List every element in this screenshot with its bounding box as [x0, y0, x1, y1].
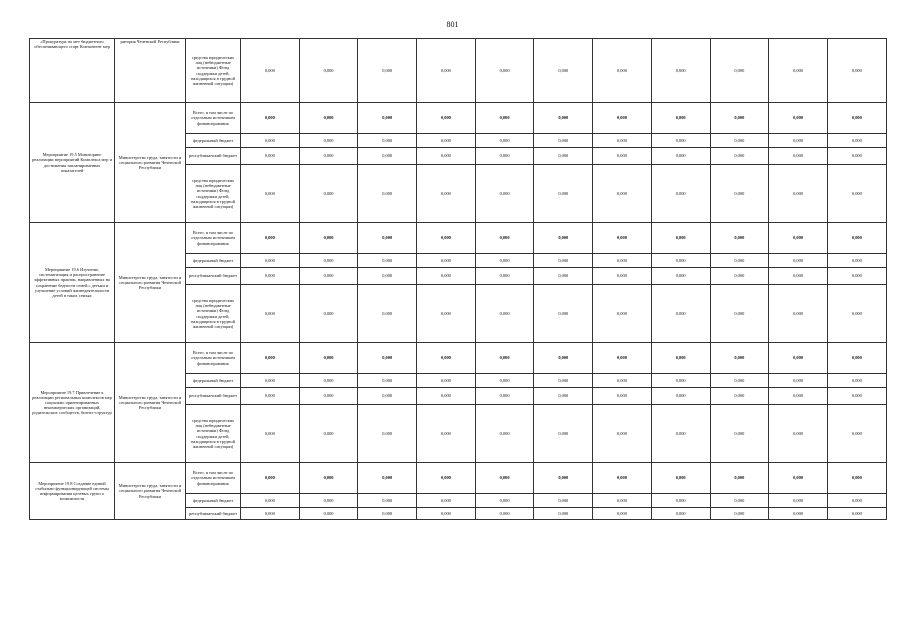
value-cell: 0,000 — [593, 374, 652, 388]
measure-executor: ритория Чеченской Республики — [115, 39, 186, 103]
value-cell: 0,000 — [358, 285, 417, 343]
value-cell: 0,000 — [651, 254, 710, 268]
value-cell: 0,000 — [358, 103, 417, 134]
value-cell: 0,000 — [710, 343, 769, 374]
page-number: 801 — [446, 20, 459, 29]
value-cell: 0,000 — [593, 134, 652, 148]
measure-title: Мероприятие 19.7 Привлечение к реализации региональных комплексов мер социально ориентированных некоммерческих организаций, родительских сообществ, бизнес-структур — [30, 343, 115, 463]
value-cell: 0,000 — [769, 39, 828, 103]
value-cell: 0,000 — [475, 134, 534, 148]
value-cell: 0,000 — [358, 508, 417, 520]
value-cell: 0,000 — [475, 463, 534, 494]
value-cell: 0,000 — [358, 134, 417, 148]
value-cell: 0,000 — [710, 103, 769, 134]
value-cell: 0,000 — [769, 134, 828, 148]
value-cell: 0,000 — [593, 285, 652, 343]
value-cell: 0,000 — [651, 134, 710, 148]
value-cell: 0,000 — [769, 285, 828, 343]
value-cell: 0,000 — [358, 223, 417, 254]
value-cell: 0,000 — [534, 268, 593, 285]
value-cell: 0,000 — [241, 343, 300, 374]
value-cell: 0,000 — [651, 103, 710, 134]
value-cell: 0,000 — [241, 405, 300, 463]
value-cell: 0,000 — [827, 103, 886, 134]
value-cell: 0,000 — [651, 285, 710, 343]
value-cell: 0,000 — [593, 39, 652, 103]
value-cell: 0,000 — [534, 39, 593, 103]
table-row — [30, 223, 887, 254]
value-cell: 0,000 — [241, 103, 300, 134]
value-cell: 0,000 — [475, 343, 534, 374]
value-cell: 0,000 — [534, 134, 593, 148]
value-cell: 0,000 — [827, 254, 886, 268]
value-cell: 0,000 — [827, 494, 886, 508]
value-cell: 0,000 — [593, 508, 652, 520]
value-cell: 0,000 — [241, 39, 300, 103]
value-cell: 0,000 — [651, 268, 710, 285]
measure-title: Мероприятие 19.6 Изучение, систематизация и распространение эффективных практик, направленных на сохранение бедности семей с детьми и улучшение условий жизнедеятельности детей в таких семьях — [30, 223, 115, 343]
value-cell: 0,000 — [241, 165, 300, 223]
value-cell: 0,000 — [299, 494, 358, 508]
funding-source: республиканский бюджет — [186, 388, 241, 405]
value-cell: 0,000 — [299, 405, 358, 463]
value-cell: 0,000 — [534, 148, 593, 165]
value-cell: 0,000 — [827, 165, 886, 223]
value-cell: 0,000 — [417, 165, 476, 223]
funding-source: федеральный бюджет — [186, 134, 241, 148]
value-cell: 0,000 — [417, 254, 476, 268]
value-cell: 0,000 — [475, 254, 534, 268]
value-cell: 0,000 — [769, 508, 828, 520]
value-cell: 0,000 — [769, 103, 828, 134]
value-cell: 0,000 — [593, 254, 652, 268]
value-cell: 0,000 — [417, 374, 476, 388]
measure-title: «Прокуратура по мет бюджетного обеспечивающего старт Контингент мер — [30, 39, 115, 103]
value-cell: 0,000 — [710, 223, 769, 254]
value-cell: 0,000 — [534, 388, 593, 405]
value-cell: 0,000 — [827, 388, 886, 405]
value-cell: 0,000 — [417, 494, 476, 508]
value-cell: 0,000 — [475, 508, 534, 520]
value-cell: 0,000 — [299, 165, 358, 223]
value-cell: 0,000 — [827, 39, 886, 103]
value-cell: 0,000 — [475, 39, 534, 103]
value-cell: 0,000 — [710, 388, 769, 405]
value-cell: 0,000 — [299, 463, 358, 494]
value-cell: 0,000 — [710, 285, 769, 343]
funding-source: республиканский бюджет — [186, 148, 241, 165]
funding-source: средства юридических лиц (небюджетные источники) Фонд поддержки детей, находящихся в трудной жизненной ситуации) — [186, 405, 241, 463]
funding-source: федеральный бюджет — [186, 494, 241, 508]
value-cell: 0,000 — [651, 388, 710, 405]
value-cell: 0,000 — [358, 268, 417, 285]
value-cell: 0,000 — [417, 285, 476, 343]
budget-table — [29, 38, 887, 520]
value-cell: 0,000 — [241, 134, 300, 148]
value-cell: 0,000 — [769, 374, 828, 388]
value-cell: 0,000 — [651, 463, 710, 494]
table-row — [30, 39, 887, 103]
value-cell: 0,000 — [299, 223, 358, 254]
value-cell: 0,000 — [358, 374, 417, 388]
value-cell: 0,000 — [534, 463, 593, 494]
value-cell: 0,000 — [358, 405, 417, 463]
value-cell: 0,000 — [769, 223, 828, 254]
value-cell: 0,000 — [299, 254, 358, 268]
value-cell: 0,000 — [475, 165, 534, 223]
value-cell: 0,000 — [651, 223, 710, 254]
value-cell: 0,000 — [769, 148, 828, 165]
value-cell: 0,000 — [827, 343, 886, 374]
value-cell: 0,000 — [651, 374, 710, 388]
value-cell: 0,000 — [651, 39, 710, 103]
funding-source: средства юридических лиц (небюджетные источники) Фонд поддержки детей, находящихся в трудной жизненной ситуации) — [186, 285, 241, 343]
value-cell: 0,000 — [593, 165, 652, 223]
value-cell: 0,000 — [769, 405, 828, 463]
value-cell: 0,000 — [299, 39, 358, 103]
value-cell: 0,000 — [710, 463, 769, 494]
value-cell: 0,000 — [827, 508, 886, 520]
value-cell: 0,000 — [534, 343, 593, 374]
table-row — [30, 103, 887, 134]
funding-source: федеральный бюджет — [186, 254, 241, 268]
value-cell: 0,000 — [299, 285, 358, 343]
value-cell: 0,000 — [651, 148, 710, 165]
value-cell: 0,000 — [827, 148, 886, 165]
value-cell: 0,000 — [593, 268, 652, 285]
value-cell: 0,000 — [299, 508, 358, 520]
value-cell: 0,000 — [769, 388, 828, 405]
value-cell: 0,000 — [593, 494, 652, 508]
value-cell: 0,000 — [358, 463, 417, 494]
value-cell: 0,000 — [358, 39, 417, 103]
value-cell: 0,000 — [417, 268, 476, 285]
value-cell: 0,000 — [710, 134, 769, 148]
value-cell: 0,000 — [475, 268, 534, 285]
value-cell: 0,000 — [417, 223, 476, 254]
value-cell: 0,000 — [769, 268, 828, 285]
funding-source: Всего, в том числе по отдельным источникам финансирования — [186, 223, 241, 254]
value-cell: 0,000 — [710, 268, 769, 285]
value-cell: 0,000 — [534, 405, 593, 463]
funding-source: республиканский бюджет — [186, 508, 241, 520]
value-cell: 0,000 — [651, 494, 710, 508]
value-cell: 0,000 — [241, 388, 300, 405]
value-cell: 0,000 — [241, 268, 300, 285]
value-cell: 0,000 — [710, 405, 769, 463]
value-cell: 0,000 — [593, 223, 652, 254]
value-cell: 0,000 — [593, 343, 652, 374]
funding-source: Всего, в том числе по отдельным источникам финансирования — [186, 463, 241, 494]
value-cell: 0,000 — [475, 374, 534, 388]
value-cell: 0,000 — [475, 494, 534, 508]
value-cell: 0,000 — [827, 374, 886, 388]
value-cell: 0,000 — [651, 405, 710, 463]
value-cell: 0,000 — [593, 463, 652, 494]
value-cell: 0,000 — [710, 39, 769, 103]
funding-source: средства юридических лиц (небюджетные источники) Фонд поддержки детей, находящихся в трудной жизненной ситуации) — [186, 165, 241, 223]
value-cell: 0,000 — [651, 343, 710, 374]
value-cell: 0,000 — [417, 508, 476, 520]
value-cell: 0,000 — [475, 223, 534, 254]
value-cell: 0,000 — [475, 148, 534, 165]
value-cell: 0,000 — [299, 134, 358, 148]
value-cell: 0,000 — [827, 285, 886, 343]
value-cell: 0,000 — [299, 148, 358, 165]
value-cell: 0,000 — [534, 223, 593, 254]
value-cell: 0,000 — [593, 388, 652, 405]
value-cell: 0,000 — [417, 388, 476, 405]
value-cell: 0,000 — [769, 165, 828, 223]
measure-executor: Министерство труда, занятости и социального развития Чеченской Республики — [115, 343, 186, 463]
value-cell: 0,000 — [299, 343, 358, 374]
value-cell: 0,000 — [827, 405, 886, 463]
measure-title: Мероприятие 19.5 Мониторинг реализации мероприятий Комплекса мер и достижения запланированных показателей — [30, 103, 115, 223]
value-cell: 0,000 — [769, 494, 828, 508]
value-cell: 0,000 — [475, 405, 534, 463]
value-cell: 0,000 — [534, 103, 593, 134]
table-row — [30, 343, 887, 374]
value-cell: 0,000 — [358, 343, 417, 374]
value-cell: 0,000 — [593, 148, 652, 165]
value-cell: 0,000 — [299, 374, 358, 388]
value-cell: 0,000 — [534, 374, 593, 388]
value-cell: 0,000 — [534, 494, 593, 508]
value-cell: 0,000 — [475, 285, 534, 343]
value-cell: 0,000 — [241, 508, 300, 520]
funding-source: республиканский бюджет — [186, 268, 241, 285]
value-cell: 0,000 — [710, 254, 769, 268]
value-cell: 0,000 — [417, 463, 476, 494]
value-cell: 0,000 — [299, 388, 358, 405]
value-cell: 0,000 — [534, 254, 593, 268]
value-cell: 0,000 — [710, 165, 769, 223]
value-cell: 0,000 — [417, 405, 476, 463]
value-cell: 0,000 — [358, 494, 417, 508]
measure-executor: Министерство труда, занятости и социального развития Чеченской Республики — [115, 223, 186, 343]
value-cell: 0,000 — [475, 388, 534, 405]
value-cell: 0,000 — [827, 268, 886, 285]
value-cell: 0,000 — [241, 463, 300, 494]
value-cell: 0,000 — [593, 405, 652, 463]
funding-source: федеральный бюджет — [186, 374, 241, 388]
value-cell: 0,000 — [534, 508, 593, 520]
value-cell: 0,000 — [651, 508, 710, 520]
value-cell: 0,000 — [241, 254, 300, 268]
value-cell: 0,000 — [241, 494, 300, 508]
value-cell: 0,000 — [417, 343, 476, 374]
measure-executor: Министерство труда, занятости и социального развития Чеченской Республики — [115, 103, 186, 223]
value-cell: 0,000 — [593, 103, 652, 134]
value-cell: 0,000 — [534, 165, 593, 223]
value-cell: 0,000 — [299, 268, 358, 285]
value-cell: 0,000 — [241, 148, 300, 165]
measure-title: Мероприятие 19.8 Создание единой стабильно функционирующей системы информирования целевых групп о возможности — [30, 463, 115, 520]
value-cell: 0,000 — [358, 254, 417, 268]
value-cell: 0,000 — [769, 254, 828, 268]
value-cell: 0,000 — [417, 148, 476, 165]
value-cell: 0,000 — [710, 508, 769, 520]
table-row — [30, 463, 887, 494]
value-cell: 0,000 — [710, 494, 769, 508]
value-cell: 0,000 — [534, 285, 593, 343]
value-cell: 0,000 — [358, 165, 417, 223]
value-cell: 0,000 — [241, 285, 300, 343]
value-cell: 0,000 — [417, 134, 476, 148]
funding-source: средства юридических лиц (небюджетные источники) Фонд поддержки детей, находящихся в трудной жизненной ситуации) — [186, 39, 241, 103]
value-cell: 0,000 — [710, 148, 769, 165]
measure-executor: Министерство труда, занятости и социального развития Чеченской Республики — [115, 463, 186, 520]
value-cell: 0,000 — [769, 343, 828, 374]
value-cell: 0,000 — [417, 103, 476, 134]
funding-source: Всего, в том числе по отдельным источникам финансирования — [186, 343, 241, 374]
value-cell: 0,000 — [358, 388, 417, 405]
value-cell: 0,000 — [299, 103, 358, 134]
value-cell: 0,000 — [358, 148, 417, 165]
value-cell: 0,000 — [827, 463, 886, 494]
funding-source: Всего, в том числе по отдельным источникам финансирования — [186, 103, 241, 134]
value-cell: 0,000 — [827, 134, 886, 148]
value-cell: 0,000 — [241, 223, 300, 254]
value-cell: 0,000 — [827, 223, 886, 254]
value-cell: 0,000 — [651, 165, 710, 223]
value-cell: 0,000 — [769, 463, 828, 494]
value-cell: 0,000 — [710, 374, 769, 388]
value-cell: 0,000 — [475, 103, 534, 134]
value-cell: 0,000 — [417, 39, 476, 103]
value-cell: 0,000 — [241, 374, 300, 388]
